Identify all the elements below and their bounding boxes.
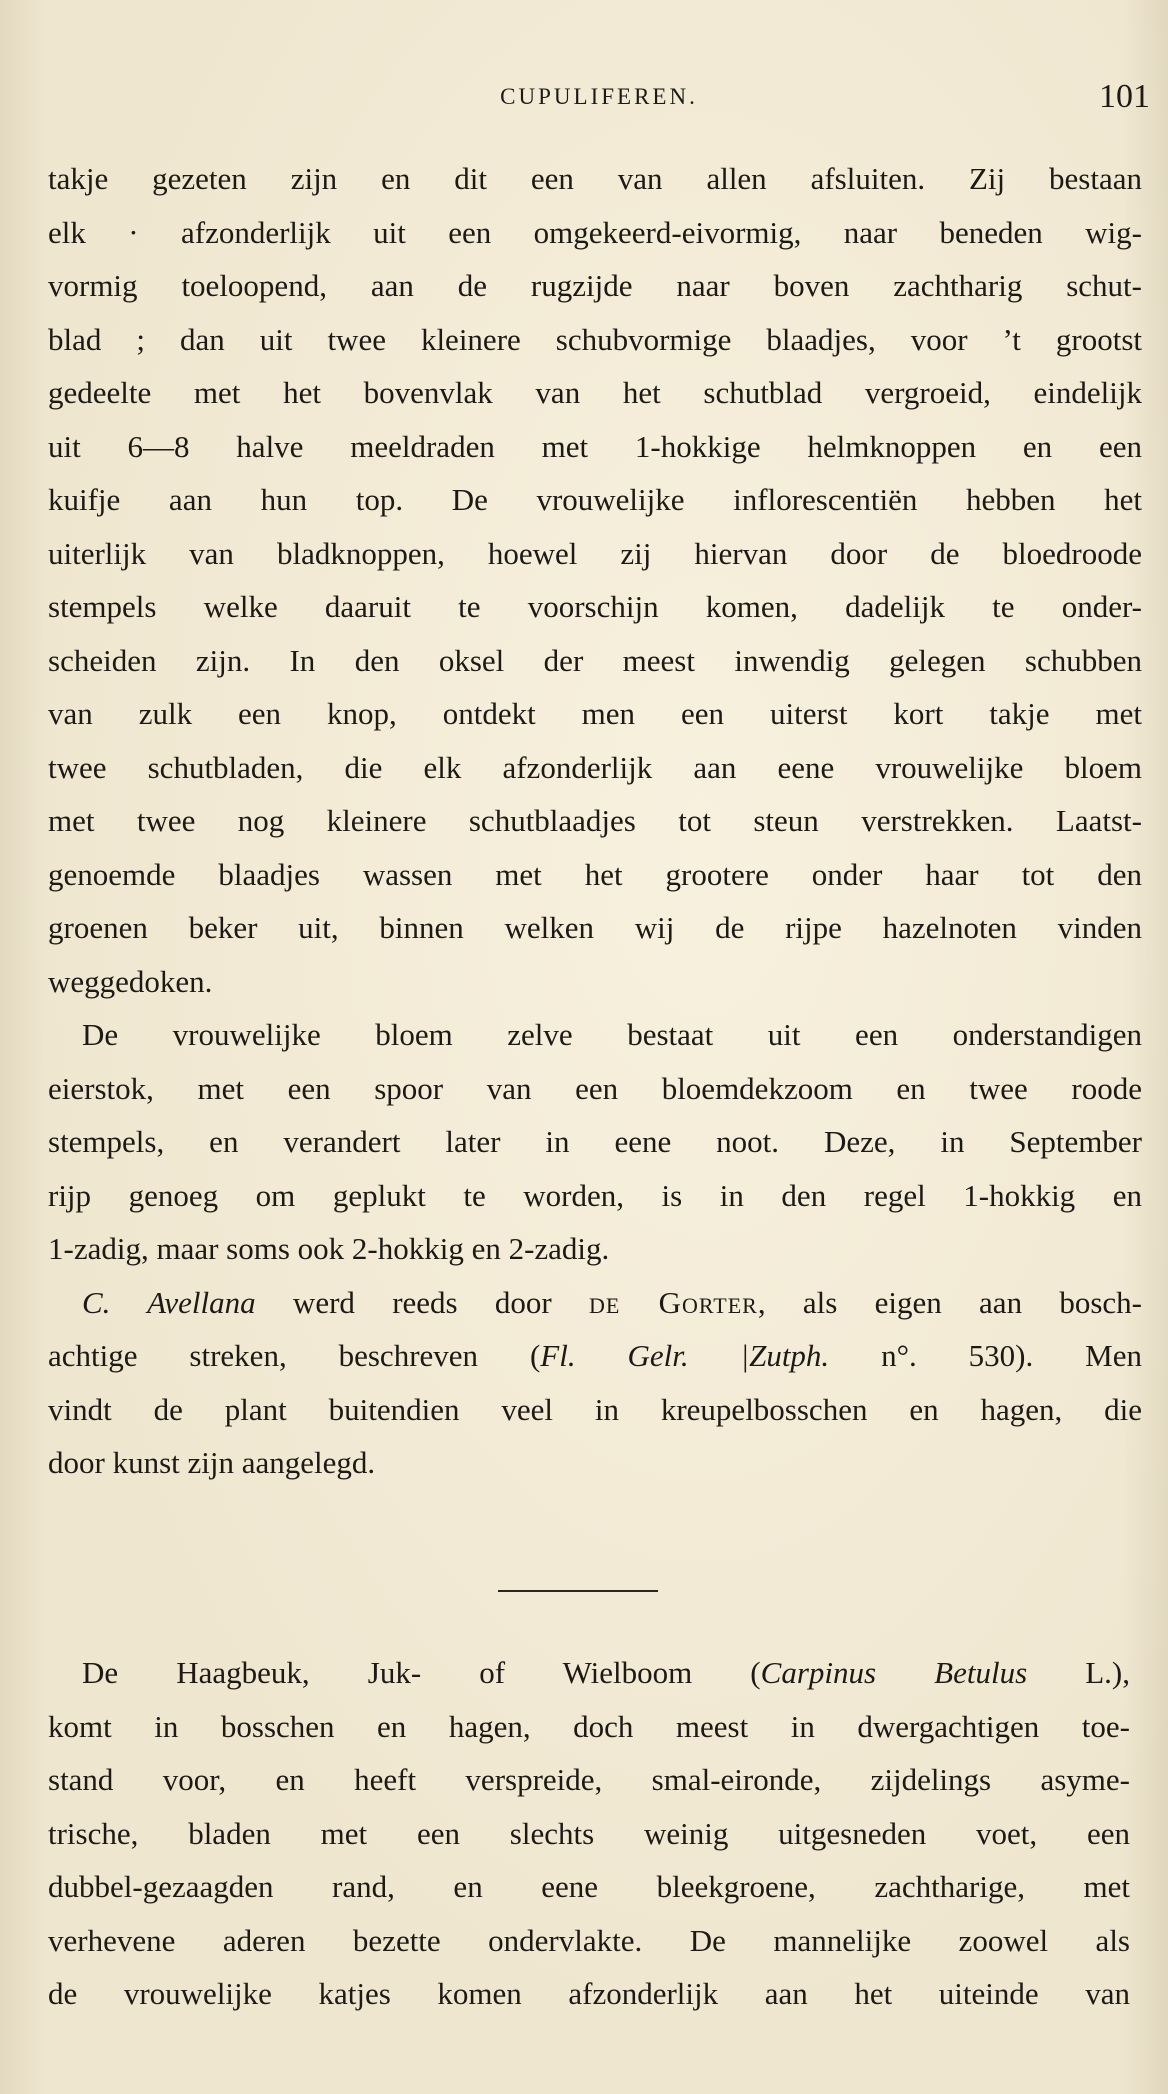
text-line: vindt de plant buitendien veel in kreupelbosschen en hagen, die (48, 1391, 1142, 1427)
text-line: de vrouwelijke katjes komen afzonderlijk aan het uiteinde van (48, 1976, 1130, 2011)
text-line: verhevene aderen bezette ondervlakte. De mannelijke zoowel als (48, 1922, 1130, 1958)
reference-title: Fl. Gelr. |Zutph. (540, 1338, 830, 1373)
text-line: eierstok, met een spoor van een bloemdekzoom en twee roode (48, 1070, 1142, 1106)
text-line: 1-zadig, maar soms ook 2-hokkig en 2-zadig. (48, 1231, 610, 1266)
text-line: De vrouwelijke bloem zelve bestaat uit een onderstandigen (82, 1017, 1142, 1052)
text-line: blad ; dan uit twee kleinere schubvormige blaadjes, voor ’t grootst (48, 321, 1142, 357)
species-name: Carpinus Betulus (760, 1655, 1028, 1690)
text-line: kuifje aan hun top. De vrouwelijke inflorescentiën hebben het (48, 482, 1142, 517)
author-name: de Gorter (589, 1284, 758, 1320)
text-line: door kunst zijn aangelegd. (48, 1445, 376, 1480)
text-line: vormig toeloopend, aan de rugzijde naar boven zachtharig schut- (48, 268, 1142, 303)
text-line: De Haagbeuk, Juk- of Wielboom (Carpinus Betulus L.), (82, 1655, 1130, 1690)
text-line: gedeelte met het bovenvlak van het schutblad vergroeid, eindelijk (48, 375, 1142, 410)
text-line: met twee nog kleinere schutblaadjes tot steun verstrekken. Laatst- (48, 803, 1142, 838)
page-header (48, 78, 1150, 118)
text-line: rijp genoeg om geplukt te worden, is in den regel 1-hokkig en (48, 1177, 1142, 1213)
text-line: uit 6—8 halve meeldraden met 1-hokkige helmknoppen en een (48, 428, 1142, 464)
text-line: achtige streken, beschreven (Fl. Gelr. |Zutph. n°. 530). Men (48, 1338, 1142, 1373)
text-line: elk · afzonderlijk uit een omgekeerd-eivormig, naar beneden wig- (48, 214, 1142, 250)
text-line: dubbel-gezaagden rand, en eene bleekgroene, zachtharige, met (48, 1869, 1130, 1904)
second-section (48, 1646, 1130, 2021)
text-line: takje gezeten zijn en dit een van allen afsluiten. Zij bestaan (48, 161, 1142, 196)
text-line: uiterlijk van bladknoppen, hoewel zij hiervan door de bloedroode (48, 535, 1142, 571)
text-line: groenen beker uit, binnen welken wij de rijpe hazelnoten vinden (48, 910, 1142, 945)
text-line: C. Avellana werd reeds door de Gorter, als eigen aan bosch- (82, 1284, 1143, 1320)
text-line: trische, bladen met een slechts weinig uitgesneden voet, een (48, 1815, 1130, 1851)
text-line: stempels welke daaruit te voorschijn komen, dadelijk te onder- (48, 589, 1142, 624)
page-number: 101 (1099, 78, 1150, 115)
section-divider (498, 1590, 658, 1592)
main-text (48, 152, 1142, 1490)
species-name: C. Avellana (82, 1284, 256, 1320)
running-head: CUPULIFEREN. (500, 84, 698, 109)
text-line: weggedoken. (48, 963, 213, 999)
text-line: genoemde blaadjes wassen met het grootere onder haar tot den (48, 856, 1142, 892)
text-line: twee schutbladen, die elk afzonderlijk aan eene vrouwelijke bloem (48, 749, 1142, 785)
text-line: stempels, en verandert later in eene noot. Deze, in September (48, 1124, 1142, 1159)
text-line: stand voor, en heeft verspreide, smal-eironde, zijdelings asyme- (48, 1762, 1130, 1797)
text-line: scheiden zijn. In den oksel der meest inwendig gelegen schubben (48, 642, 1142, 678)
text-line: komt in bosschen en hagen, doch meest in dwergachtigen toe- (48, 1708, 1130, 1744)
text-line: van zulk een knop, ontdekt men een uiterst kort takje met (48, 696, 1142, 731)
